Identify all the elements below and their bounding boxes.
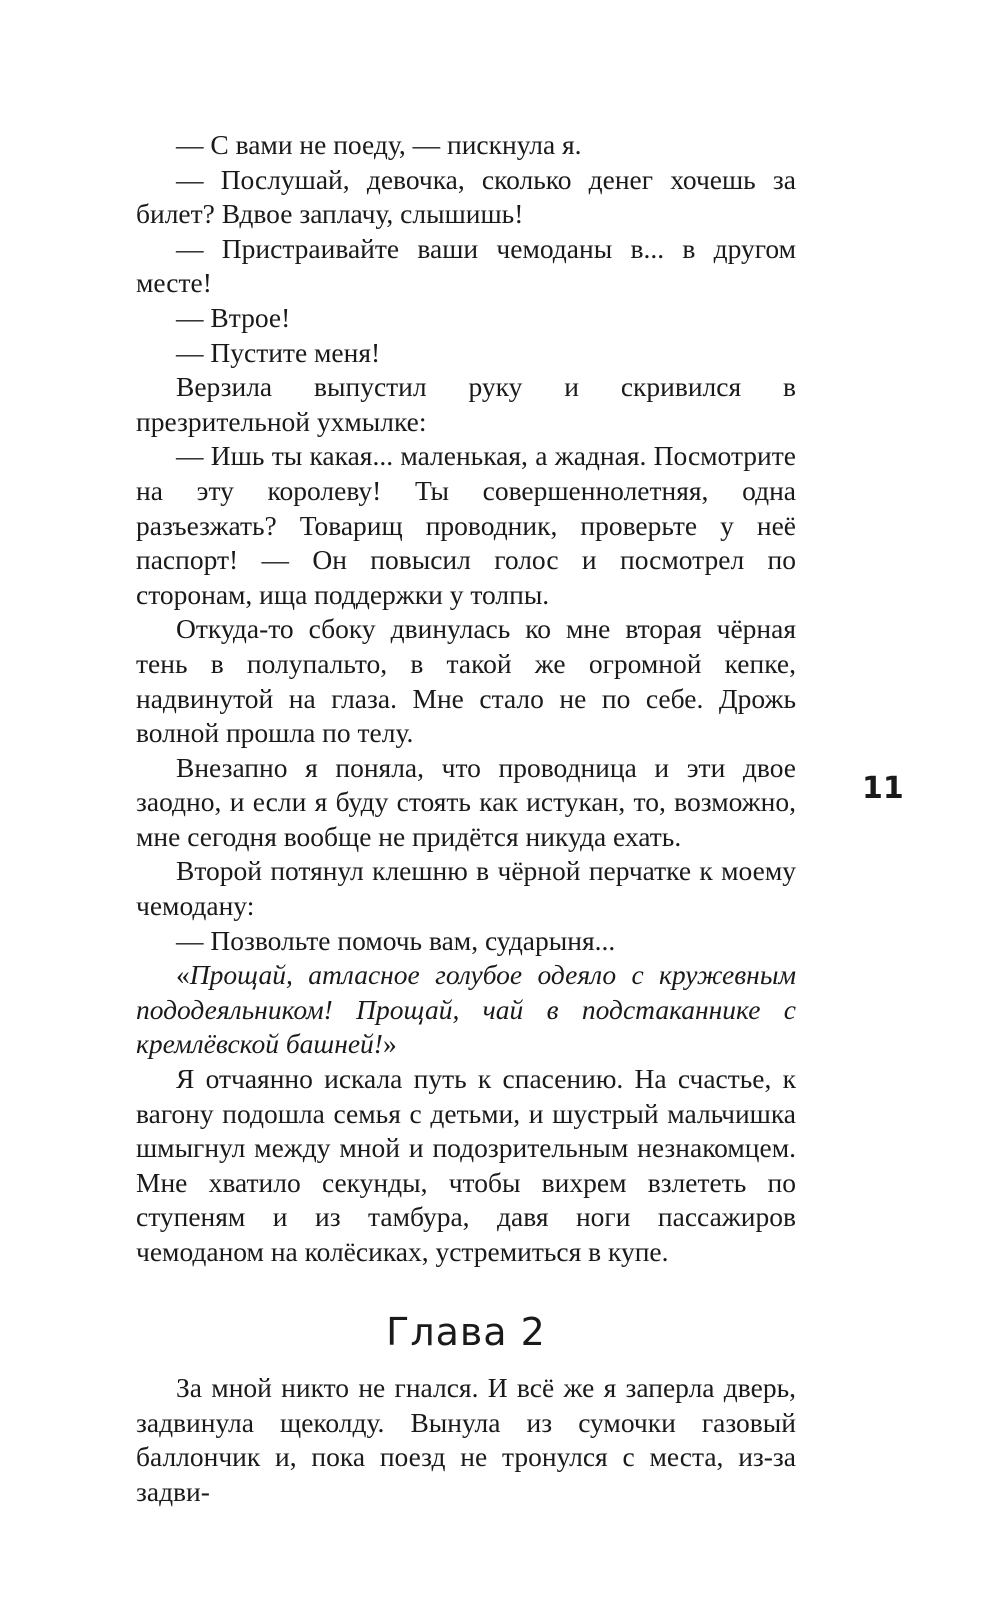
page-body-text [136, 128, 796, 1270]
chapter-title: Глава 2 [386, 1310, 546, 1354]
paragraph: Второй потянул клешню в чёрной перчатке к моему чемодану: [136, 855, 796, 922]
paragraph: Верзила выпустил руку и скривился в презрительной ухмылке: [136, 371, 796, 437]
dialogue-line: — Пристраивайте ваши чемоданы в... в другом месте! [136, 232, 796, 299]
italic-thought-paragraph [136, 958, 796, 1062]
dialogue-line: — Ишь ты какая... маленькая, а жадная. Посмотрите на эту королеву! Ты совершеннолетняя, одна разъезжать? Товарищ проводник, проверьте у неё паспорт! — Он повысил голос и посмотрел по сторонам, ища поддержки у толпы. [136, 440, 796, 610]
close-quote: » [382, 1028, 397, 1060]
open-quote: « [176, 959, 190, 991]
paragraph: За мной никто не гнался. И всё же я заперла дверь, задвинула щеколду. Вынула из сумочки газовый баллончик и, пока поезд не тронулся с места, из-за задви- [136, 1372, 796, 1507]
italic-thought-text: Прощай, атласное голубое одеяло с кружевным пододеяльником! Прощай, чай в подстаканнике с кремлёвской башней! [136, 959, 796, 1060]
dialogue-line: — Втрое! [176, 301, 291, 333]
dialogue-line: — С вами не поеду, — пискнула я. [176, 129, 582, 160]
chapter-body-text [136, 1371, 796, 1509]
dialogue-line: — Позвольте помочь вам, сударыня... [176, 924, 616, 956]
dialogue-line: — Пустите меня! [176, 336, 381, 368]
paragraph: Внезапно я поняла, что проводница и эти двое заодно, и если я буду стоять как истукан, то, возможно, мне сегодня вообще не придётся никуда ехать. [136, 751, 796, 852]
paragraph: Я отчаянно искала путь к спасению. На счастье, к вагону подошла семья с детьми, и шустрый мальчишка шмыгнул между мной и подозрительным незнакомцем. Мне хватило секунды, чтобы вихрем взлететь по ступеням и из тамбура, давя ноги пассажиров чемоданом на колёсиках, устремиться в купе. [136, 1063, 796, 1267]
page-number: 11 [862, 771, 904, 806]
paragraph: Откуда-то сбоку двинулась ко мне вторая чёрная тень в полупальто, в такой же огромной кепке, надвинутой на глаза. Мне стало не по себе. Дрожь волной прошла по телу. [136, 613, 796, 749]
dialogue-line: — Послушай, девочка, сколько денег хочешь за билет? Вдвое заплачу, слышишь! [136, 163, 796, 230]
